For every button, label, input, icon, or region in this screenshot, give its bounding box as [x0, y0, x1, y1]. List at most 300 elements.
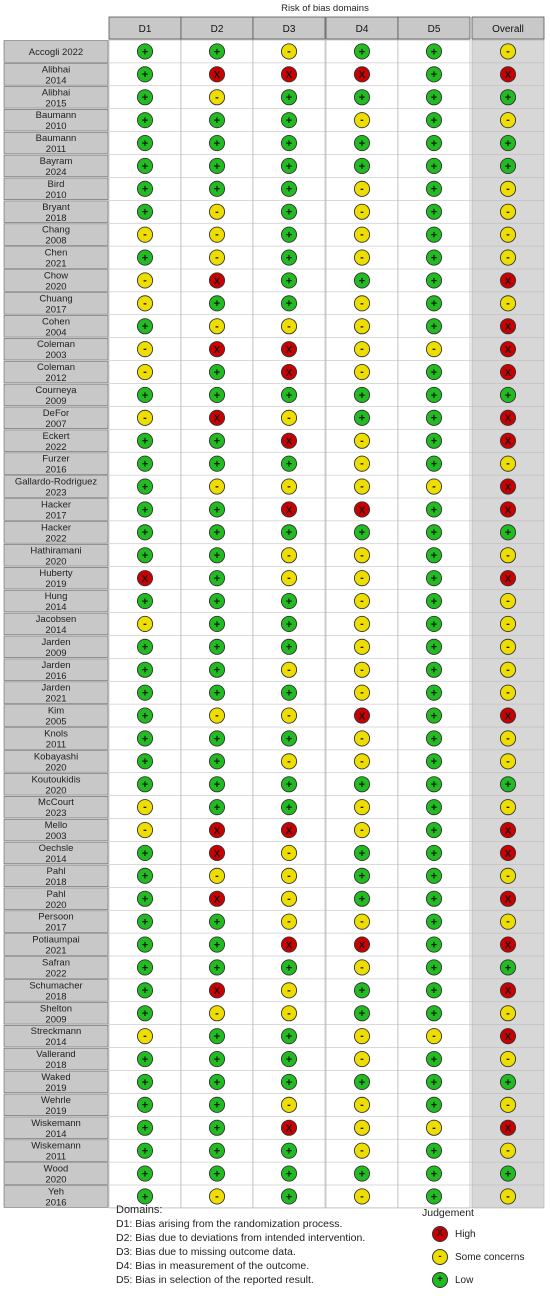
study-author: Safran [42, 957, 70, 969]
judgement-symbol: - [506, 801, 510, 814]
judgement-symbol: - [287, 663, 291, 676]
study-year: 2004 [45, 327, 67, 339]
study-author: Persoon [38, 911, 74, 923]
study-year: 2023 [45, 487, 67, 499]
study-year: 2014 [45, 1128, 67, 1140]
study-author: Chow [43, 270, 69, 282]
judgement-symbol: - [287, 709, 291, 722]
study-author: Schumacher [29, 980, 83, 992]
judgement-symbol: - [506, 1007, 510, 1020]
study-author: Wiskemann [31, 1140, 81, 1152]
study-year: 2018 [45, 991, 67, 1003]
judgement-symbol: + [430, 962, 438, 975]
judgement-symbol: - [360, 663, 364, 676]
judgement-symbol: + [213, 183, 221, 196]
judgement-symbol: + [285, 687, 293, 700]
study-year: 2022 [45, 968, 67, 980]
judgement-symbol: + [504, 779, 512, 792]
judgement-symbol: - [287, 846, 291, 859]
judgement-symbol: + [430, 870, 438, 883]
study-year: 2021 [45, 693, 67, 705]
judgement-symbol: + [141, 92, 149, 105]
judgement-symbol: X [213, 413, 221, 425]
judgement-symbol: - [432, 480, 436, 493]
study-author: Jarden [41, 659, 71, 671]
study-author: Wood [43, 1163, 69, 1175]
judgement-symbol: - [360, 915, 364, 928]
judgement-symbol: + [358, 1168, 366, 1181]
judgement-symbol: X [504, 825, 512, 837]
judgement-symbol: + [430, 366, 438, 379]
judgement-symbol: + [285, 527, 293, 540]
judgement-symbol: + [213, 458, 221, 471]
study-author: Hung [44, 591, 68, 603]
judgement-symbol: X [358, 940, 366, 952]
judgement-symbol: + [430, 1053, 438, 1066]
judgement-symbol: X [213, 70, 221, 82]
judgement-symbol: - [360, 1098, 364, 1111]
judgement-symbol: - [432, 343, 436, 356]
study-year: 2017 [45, 922, 67, 934]
judgement-symbol: + [430, 114, 438, 127]
judgement-symbol: X [504, 505, 512, 517]
judgement-symbol: + [213, 664, 221, 677]
study-year: 2005 [45, 716, 67, 728]
judgement-symbol: + [141, 252, 149, 265]
judgement-symbol: + [430, 801, 438, 814]
judgement-symbol: X [504, 344, 512, 356]
judgement-symbol: + [358, 412, 366, 425]
judgement-symbol: + [430, 206, 438, 219]
study-year: 2022 [45, 441, 67, 453]
judgement-symbol: - [360, 205, 364, 218]
judgement-symbol: X [213, 276, 221, 288]
judgement-symbol: + [430, 916, 438, 929]
study-year: 2008 [45, 235, 67, 247]
judgement-symbol: - [360, 457, 364, 470]
judgement-symbol: + [430, 939, 438, 952]
study-author: Pahl [46, 888, 66, 900]
judgement-symbol: + [141, 527, 149, 540]
judgement-symbol: + [358, 1076, 366, 1089]
study-label: Accogli 2022 [28, 46, 84, 58]
judgement-symbol: X [504, 436, 512, 448]
legend-item-high [432, 1226, 476, 1242]
study-author: DeFor [42, 407, 70, 419]
judgement-symbol: X [285, 505, 293, 517]
judgement-symbol: X [504, 70, 512, 82]
judgement-symbol: - [360, 1144, 364, 1157]
judgement-symbol: + [213, 504, 221, 517]
judgement-symbol: + [141, 504, 149, 517]
judgement-symbol: + [358, 389, 366, 402]
judgement-symbol: - [215, 1007, 219, 1020]
study-author: Courneya [35, 385, 77, 396]
judgement-symbol: X [285, 825, 293, 837]
study-author: Alibhai [41, 87, 71, 99]
study-author: Gallardo-Rodriguez [14, 476, 98, 488]
judgement-symbol: X [504, 322, 512, 334]
judgement-symbol: + [213, 756, 221, 769]
judgement-symbol: + [430, 550, 438, 563]
judgement-symbol: + [213, 641, 221, 654]
study-year: 2018 [45, 876, 67, 888]
study-year: 2019 [45, 1105, 67, 1117]
study-author: Jacobsen [35, 614, 77, 625]
judgement-symbol: + [358, 1008, 366, 1021]
study-author: Wiskemann [31, 1117, 81, 1129]
judgement-symbol: - [360, 755, 364, 768]
judgement-symbol: + [504, 92, 512, 105]
judgement-symbol: + [430, 572, 438, 585]
study-author: Hacker [40, 522, 72, 534]
judgement-symbol: + [430, 321, 438, 334]
judgement-symbol: - [287, 411, 291, 424]
judgement-symbol: + [141, 985, 149, 998]
judgement-symbol: + [358, 779, 366, 792]
study-author: Hathiramani [30, 545, 82, 557]
column-header-d1: D1 [138, 24, 152, 35]
domain-d1-description: D1: Bias arising from the randomization process. [116, 1218, 343, 1230]
study-author: Coleman [36, 339, 76, 351]
study-author: Bird [47, 178, 65, 190]
judgement-symbol: + [213, 114, 221, 127]
judgement-symbol: + [141, 1099, 149, 1112]
study-author: Potiaumpai [32, 934, 80, 946]
judgement-symbol: + [430, 618, 438, 631]
judgement-symbol: - [506, 1098, 510, 1111]
judgement-symbol: X [285, 436, 293, 448]
judgement-symbol: + [430, 435, 438, 448]
judgement-symbol: + [213, 687, 221, 700]
judgement-symbol: + [213, 46, 221, 59]
judgement-symbol: - [432, 1030, 436, 1043]
judgement-symbol: + [141, 1076, 149, 1089]
judgement-symbol: - [506, 869, 510, 882]
judgement-symbol: + [213, 1099, 221, 1112]
judgement-symbol: + [213, 595, 221, 608]
judgement-symbol: + [141, 756, 149, 769]
study-year: 2021 [45, 945, 67, 957]
judgement-symbol: + [430, 1191, 438, 1204]
judgement-symbol: - [360, 732, 364, 745]
judgement-symbol: + [285, 1076, 293, 1089]
judgement-symbol: + [285, 458, 293, 471]
study-author: Waked [41, 1072, 71, 1083]
judgement-symbol: + [430, 252, 438, 265]
judgement-symbol: + [430, 756, 438, 769]
judgement-symbol: + [213, 801, 221, 814]
study-year: 2020 [45, 762, 67, 774]
judgement-symbol: - [360, 480, 364, 493]
domain-d2-description: D2: Bias due to deviations from intended intervention. [116, 1232, 366, 1244]
domains-title: Domains: [116, 1204, 163, 1216]
study-year: 2023 [45, 808, 67, 820]
judgement-symbol: X [141, 573, 149, 585]
judgement-symbol: X [504, 1031, 512, 1043]
judgement-symbol: + [430, 1076, 438, 1089]
judgement-symbol: + [213, 1168, 221, 1181]
judgement-symbol: + [213, 1122, 221, 1135]
judgement-symbol: - [215, 480, 219, 493]
study-author: Pahl [46, 865, 66, 877]
judgement-symbol: + [430, 504, 438, 517]
judgement-symbol: X [285, 367, 293, 379]
judgement-symbol: + [141, 46, 149, 59]
judgement-symbol: + [285, 92, 293, 105]
judgement-symbol: + [430, 733, 438, 746]
judgement-symbol: + [141, 137, 149, 150]
study-author: Huberty [39, 568, 73, 580]
judgement-symbol: - [143, 297, 147, 310]
judgement-symbol: - [360, 640, 364, 653]
study-author: Yeh [47, 1186, 65, 1198]
judgement-symbol: - [360, 686, 364, 699]
judgement-symbol: + [213, 916, 221, 929]
judgement-symbol: - [360, 572, 364, 585]
judgement-symbol: + [141, 687, 149, 700]
study-year: 2017 [45, 510, 67, 522]
judgement-symbol: + [430, 389, 438, 402]
judgement-symbol: + [285, 252, 293, 265]
judgement-symbol: + [430, 641, 438, 654]
judgement-symbol: + [430, 275, 438, 288]
study-year: 2011 [45, 144, 67, 156]
judgement-symbol: - [360, 251, 364, 264]
judgement-symbol: + [213, 389, 221, 402]
judgement-symbol: - [143, 617, 147, 630]
judgement-symbol: + [430, 847, 438, 860]
judgement-symbol: - [506, 617, 510, 630]
judgement-symbol: - [215, 869, 219, 882]
judgement-symbol: X [358, 505, 366, 517]
judgement-symbol: X [285, 1123, 293, 1135]
judgement-symbol: + [430, 1145, 438, 1158]
study-year: 2009 [45, 396, 67, 407]
judgement-symbol: + [213, 962, 221, 975]
judgement-symbol: + [141, 389, 149, 402]
judgement-symbol: + [141, 206, 149, 219]
study-author: Hacker [40, 499, 72, 511]
judgement-symbol: - [215, 228, 219, 241]
judgement-symbol: X [504, 711, 512, 723]
study-year: 2014 [45, 602, 67, 614]
study-author: Bayram [39, 156, 73, 167]
judgement-symbol: X [358, 711, 366, 723]
study-author: Baumann [35, 133, 77, 145]
judgement-symbol: - [287, 755, 291, 768]
judgement-symbol: - [360, 366, 364, 379]
judgement-symbol: + [504, 160, 512, 173]
judgement-symbol: + [285, 779, 293, 792]
study-year: 2014 [45, 1037, 67, 1049]
judgement-symbol: - [287, 572, 291, 585]
judgement-symbol: - [360, 801, 364, 814]
judgement-symbol: X [504, 367, 512, 379]
judgement-symbol: + [141, 321, 149, 334]
study-author: Kim [47, 705, 65, 717]
study-author: Eckert [42, 430, 70, 442]
study-year: 2014 [45, 625, 67, 636]
legend-item-low [432, 1272, 473, 1288]
judgement-symbol: + [141, 595, 149, 608]
judgement-symbol: - [215, 320, 219, 333]
judgement-symbol: + [141, 435, 149, 448]
study-year: 2010 [45, 121, 67, 133]
judgement-symbol: + [141, 710, 149, 723]
judgement-symbol: + [285, 1053, 293, 1066]
study-author: Baumann [35, 110, 77, 122]
judgement-symbol: + [285, 137, 293, 150]
judgement-symbol: - [143, 343, 147, 356]
judgement-symbol: - [287, 549, 291, 562]
judgement-symbol: + [141, 1053, 149, 1066]
judgement-symbol: X [358, 70, 366, 82]
judgement-symbol: + [430, 1008, 438, 1021]
judgement-symbol: - [287, 1098, 291, 1111]
judgement-symbol: + [430, 229, 438, 242]
column-header-d2: D2 [210, 24, 224, 35]
study-year: 2020 [45, 1174, 67, 1186]
study-year: 2009 [45, 1014, 67, 1026]
judgement-symbol: + [141, 893, 149, 906]
judgement-symbol: X [213, 825, 221, 837]
judgement-symbol: + [141, 114, 149, 127]
judgement-symbol: + [141, 939, 149, 952]
judgement-symbol: + [358, 92, 366, 105]
judgement-symbol: + [141, 1191, 149, 1204]
judgement-symbol: + [285, 1030, 293, 1043]
judgement-symbol: + [213, 527, 221, 540]
judgement-symbol: + [141, 733, 149, 746]
study-year: 2016 [45, 1197, 67, 1209]
judgement-symbol: - [506, 732, 510, 745]
study-author: Mello [44, 820, 68, 832]
judgement-symbol: + [141, 481, 149, 494]
judgement-symbol: - [360, 1053, 364, 1066]
judgement-symbol: + [430, 687, 438, 700]
judgement-symbol: + [430, 527, 438, 540]
judgement-symbol: + [213, 618, 221, 631]
judgement-symbol: + [430, 412, 438, 425]
judgement-symbol: - [506, 595, 510, 608]
column-header-d4: D4 [355, 24, 369, 35]
judgement-symbol: - [143, 366, 147, 379]
domain-d4-description: D4: Bias in measurement of the outcome. [116, 1260, 310, 1272]
judgement-symbol: + [285, 183, 293, 196]
judgement-symbol: + [430, 985, 438, 998]
judgement-symbol: + [285, 1191, 293, 1204]
study-author: Chuang [39, 293, 73, 305]
judgement-symbol: - [506, 228, 510, 241]
judgement-symbol: - [506, 1053, 510, 1066]
judgement-symbol: + [285, 275, 293, 288]
study-year: 2020 [45, 899, 67, 911]
judgement-symbol: + [213, 572, 221, 585]
judgement-symbol: + [285, 206, 293, 219]
judgement-symbol: + [213, 733, 221, 746]
legend-label-some-concerns: Some concerns [455, 1251, 525, 1263]
judgement-symbol: - [360, 617, 364, 630]
study-year: 2017 [45, 304, 67, 316]
judgement-symbol: + [213, 939, 221, 952]
judgement-symbol: + [213, 1053, 221, 1066]
judgement-symbol: + [141, 1145, 149, 1158]
judgement-symbol: X [504, 276, 512, 288]
study-author: Furzer [42, 453, 70, 465]
judgement-symbol: + [213, 1030, 221, 1043]
judgement-symbol: + [285, 114, 293, 127]
judgement-symbol: + [213, 366, 221, 379]
judgement-symbol: - [360, 320, 364, 333]
judgement-symbol: - [360, 114, 364, 127]
judgement-symbol: - [360, 1190, 364, 1203]
judgement-symbol: + [141, 870, 149, 883]
judgement-symbol: X [285, 70, 293, 82]
column-header-d3: D3 [282, 24, 296, 35]
judgement-symbol: - [506, 297, 510, 310]
judgement-symbol: + [141, 183, 149, 196]
judgement-symbol: X [213, 344, 221, 356]
judgement-symbol: + [358, 275, 366, 288]
study-year: 2020 [45, 556, 67, 568]
judgement-symbol: - [287, 1007, 291, 1020]
judgement-symbol: + [141, 779, 149, 792]
judgement-symbol: + [285, 229, 293, 242]
domain-d5-description: D5: Bias in selection of the reported result. [116, 1274, 314, 1286]
judgement-symbol: - [360, 297, 364, 310]
judgement-symbol: - [360, 1030, 364, 1043]
study-year: 2012 [45, 373, 67, 385]
judgement-symbol: - [506, 1190, 510, 1203]
judgement-symbol: + [141, 641, 149, 654]
judgement-symbol: + [430, 69, 438, 82]
judgement-symbol: - [360, 434, 364, 447]
judgement-symbol: - [287, 984, 291, 997]
study-year: 2016 [45, 464, 67, 476]
judgement-symbol: - [143, 801, 147, 814]
study-author: Shelton [39, 1003, 73, 1015]
judgement-symbol: + [358, 847, 366, 860]
judgement-symbol: - [287, 45, 291, 58]
judgement-symbol: + [430, 458, 438, 471]
judgement-symbol: - [506, 457, 510, 470]
judgement-symbol: - [287, 892, 291, 905]
study-year: 2011 [45, 739, 67, 751]
study-author: McCourt [38, 797, 74, 809]
judgement-symbol: + [430, 137, 438, 150]
judgement-symbol: + [285, 801, 293, 814]
study-year: 2015 [45, 98, 67, 110]
judgement-symbol: X [285, 940, 293, 952]
judgement-symbol: - [506, 1144, 510, 1157]
judgement-symbol: + [358, 527, 366, 540]
study-author: Kobayashi [33, 751, 79, 763]
judgement-symbol: - [287, 869, 291, 882]
study-year: 2009 [45, 647, 67, 659]
study-year: 2024 [45, 167, 67, 178]
judgement-symbol: + [213, 1076, 221, 1089]
study-year: 2010 [45, 189, 67, 201]
judgement-symbol: - [215, 1190, 219, 1203]
study-year: 2021 [45, 258, 67, 270]
judgement-symbol: + [141, 69, 149, 82]
study-year: 2016 [45, 670, 67, 682]
judgement-legend-title: Judgement [422, 1207, 474, 1219]
study-year: 2003 [45, 350, 67, 362]
judgement-symbol: + [430, 46, 438, 59]
legend-label-high: High [455, 1228, 476, 1240]
